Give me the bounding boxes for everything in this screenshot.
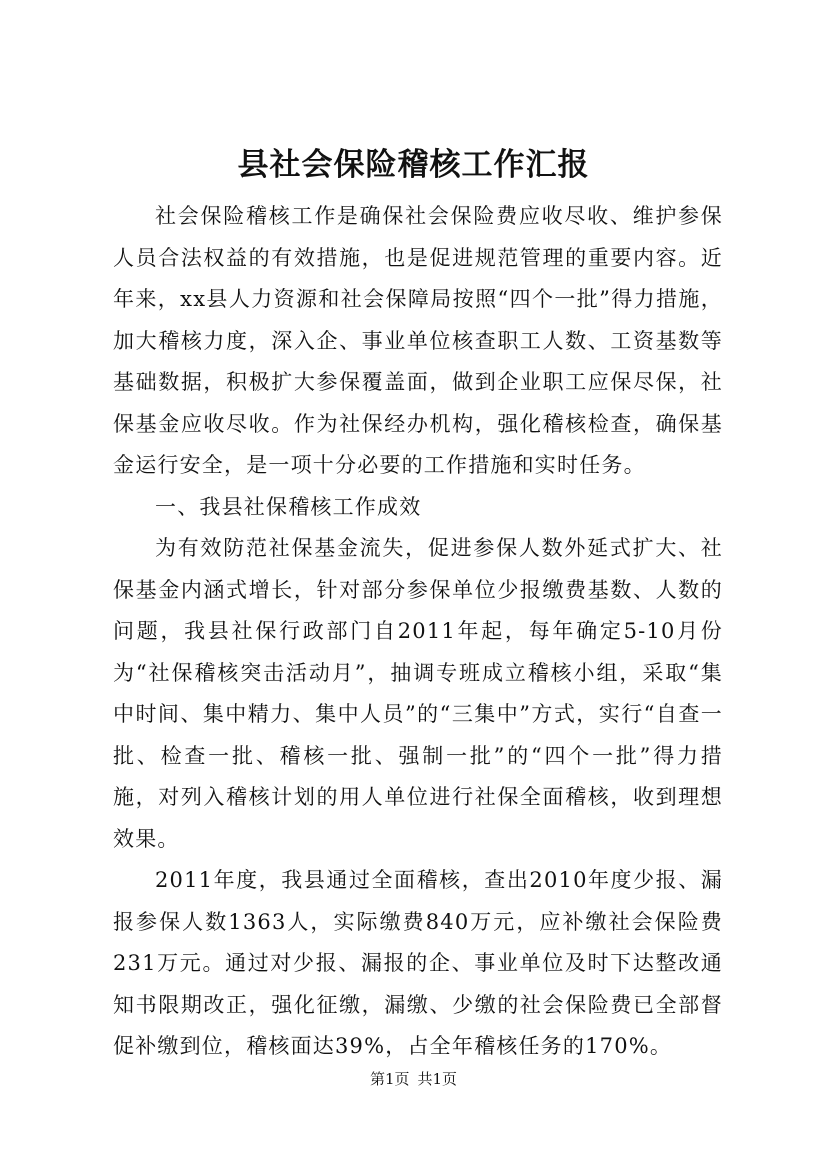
document-title: 县社会保险稽核工作汇报 — [237, 147, 590, 183]
page-total: 共1页 — [417, 1070, 458, 1088]
paragraph-measures: 为有效防范社保基金流失，促进参保人数外延式扩大、社保基金内涵式增长，针对部分参保单位少报缴费基数、人数的问题，我县社保行政部门自2011年起，每年确定5-10月份为“社保稽核突击活动月”，抽调专班成立稽核小组，采取“集中时间、集中精力、集中人员”的“三集中”方式，实行“自查一批、检查一批、稽核一批、强制一批”的“四个一批”得力措施，对列入稽核计划的用人单位进行社保全面稽核，收到理想效果。 — [113, 536, 723, 851]
page-footer — [0, 1068, 827, 1090]
document-body — [113, 196, 723, 1068]
section-heading: 一、我县社保稽核工作成效 — [155, 494, 422, 519]
page-number: 第1页 — [369, 1070, 410, 1088]
paragraph-intro: 社会保险稽核工作是确保社会保险费应收尽收、维护参保人员合法权益的有效措施，也是促进规范管理的重要内容。近年来，xx县人力资源和社会保障局按照“四个一批”得力措施，加大稽核力度，深入企、事业单位核查职工人数、工资基数等基础数据，积极扩大参保覆盖面，做到企业职工应保尽保，社保基金应收尽收。作为社保经办机构，强化稽核检查，确保基金运行安全，是一项十分必要的工作措施和实时任务。 — [113, 204, 723, 477]
paragraph-results-2011: 2011年度，我县通过全面稽核，查出2010年度少报、漏报参保人数1363人，实际缴费840万元，应补缴社会保险费231万元。通过对少报、漏报的企、事业单位及时下达整改通知书限期改正，强化征缴，漏缴、少缴的社会保险费已全部督促补缴到位，稽核面达39%，占全年稽核任务的170%。 — [113, 868, 723, 1058]
